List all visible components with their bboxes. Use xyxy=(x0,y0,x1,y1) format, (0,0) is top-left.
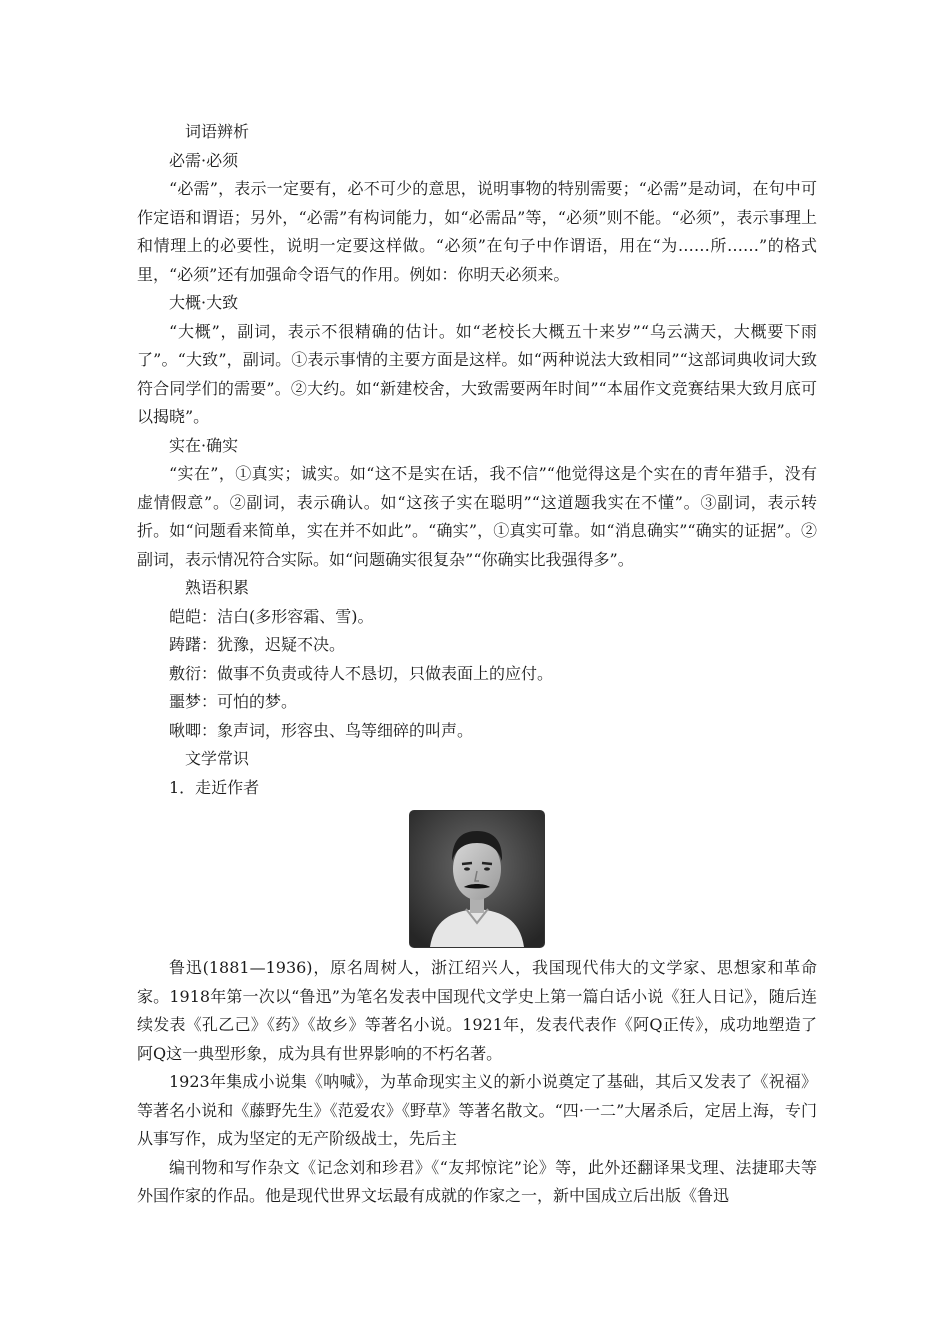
idiom-item: 敷衍：做事不负责或待人不恳切，只做表面上的应付。 xyxy=(169,663,554,683)
literature-paragraph: 鲁迅(1881—1936)，原名周树人，浙江绍兴人，我国现代伟大的文学家、思想家和革命家。1918年第一次以“鲁迅”为笔名发表中国现代文学史上第一篇白话小说《狂人日记》，随后连续发表《孔乙己》《药》《故乡》等著名小说。1921年，发表代表作《阿Q正传》，成功地塑造了阿Q这一典型形象，成为具有世界影响的不朽名著。 xyxy=(137,958,817,1063)
pair-text-dagai: “大概”，副词，表示不很精确的估计。如“老校长大概五十来岁”“乌云满天，大概要下雨了”。“大致”，副词。①表示事情的主要方面是这样。如“两种说法大致相同”“这部词典收词大致符合同学们的需要”。②大约。如“新建校舍，大致需要两年时间”“本届作文竞赛结果大致月底可以揭晓”。 xyxy=(137,321,817,426)
literature-paragraph: 编刊物和写作杂文《记念刘和珍君》《“友邦惊诧”论》等，此外还翻译果戈理、法捷耶夫等外国作家的作品。他是现代世界文坛最有成就的作家之一，新中国成立后出版《鲁迅 xyxy=(137,1157,817,1205)
author-portrait-image xyxy=(409,810,545,948)
pair-text-bixu: “必需”，表示一定要有，必不可少的意思，说明事物的特别需要；“必需”是动词，在句中可作定语和谓语；另外，“必需”有构词能力，如“必需品”等，“必须”则不能。“必须”，表示事理上和情理上的必要性，说明一定要这样做。“必须”在句子中作谓语，用在“为……所……”的格式里，“必须”还有加强命令语气的作用。例如：你明天必须来。 xyxy=(137,179,817,284)
section-heading-word-analysis: 词语辨析 xyxy=(185,122,250,141)
pair-title-shizai: 实在·确实 xyxy=(169,435,239,455)
section-heading-idioms: 熟语积累 xyxy=(185,578,250,597)
idiom-item: 皑皑：洁白(多形容霜、雪)。 xyxy=(169,606,374,626)
pair-title-bixu: 必需·必须 xyxy=(169,150,239,170)
idiom-item: 啾唧：象声词，形容虫、鸟等细碎的叫声。 xyxy=(169,720,474,740)
idiom-item: 踌躇：犹豫，迟疑不决。 xyxy=(169,635,346,654)
pair-text-shizai: “实在”，①真实；诚实。如“这不是实在话，我不信”“他觉得这是个实在的青年猎手，没有虚情假意”。②副词，表示确认。如“这孩子实在聪明”“这道题我实在不懂”。③副词，表示转折。如“问题看来简单，实在并不如此”。“确实”，①真实可靠。如“消息确实”“确实的证据”。②副词，表示情况符合实际。如“问题确实很复杂”“你确实比我强得多”。 xyxy=(137,464,817,569)
author-photo-container xyxy=(137,810,817,948)
idiom-item: 噩梦：可怕的梦。 xyxy=(169,692,298,711)
pair-title-dagai: 大概·大致 xyxy=(169,293,239,312)
document-content xyxy=(137,118,817,1211)
section-heading-literature: 文学常识 xyxy=(185,749,250,768)
literature-subheading: 1．走近作者 xyxy=(169,777,260,797)
portrait-drawing xyxy=(410,811,544,947)
literature-paragraph: 1923年集成小说集《呐喊》，为革命现实主义的新小说奠定了基础，其后又发表了《祝福》等著名小说和《藤野先生》《范爱农》《野草》等著名散文。“四·一二”大屠杀后，定居上海，专门从事写作，成为坚定的无产阶级战士，先后主 xyxy=(137,1072,817,1148)
